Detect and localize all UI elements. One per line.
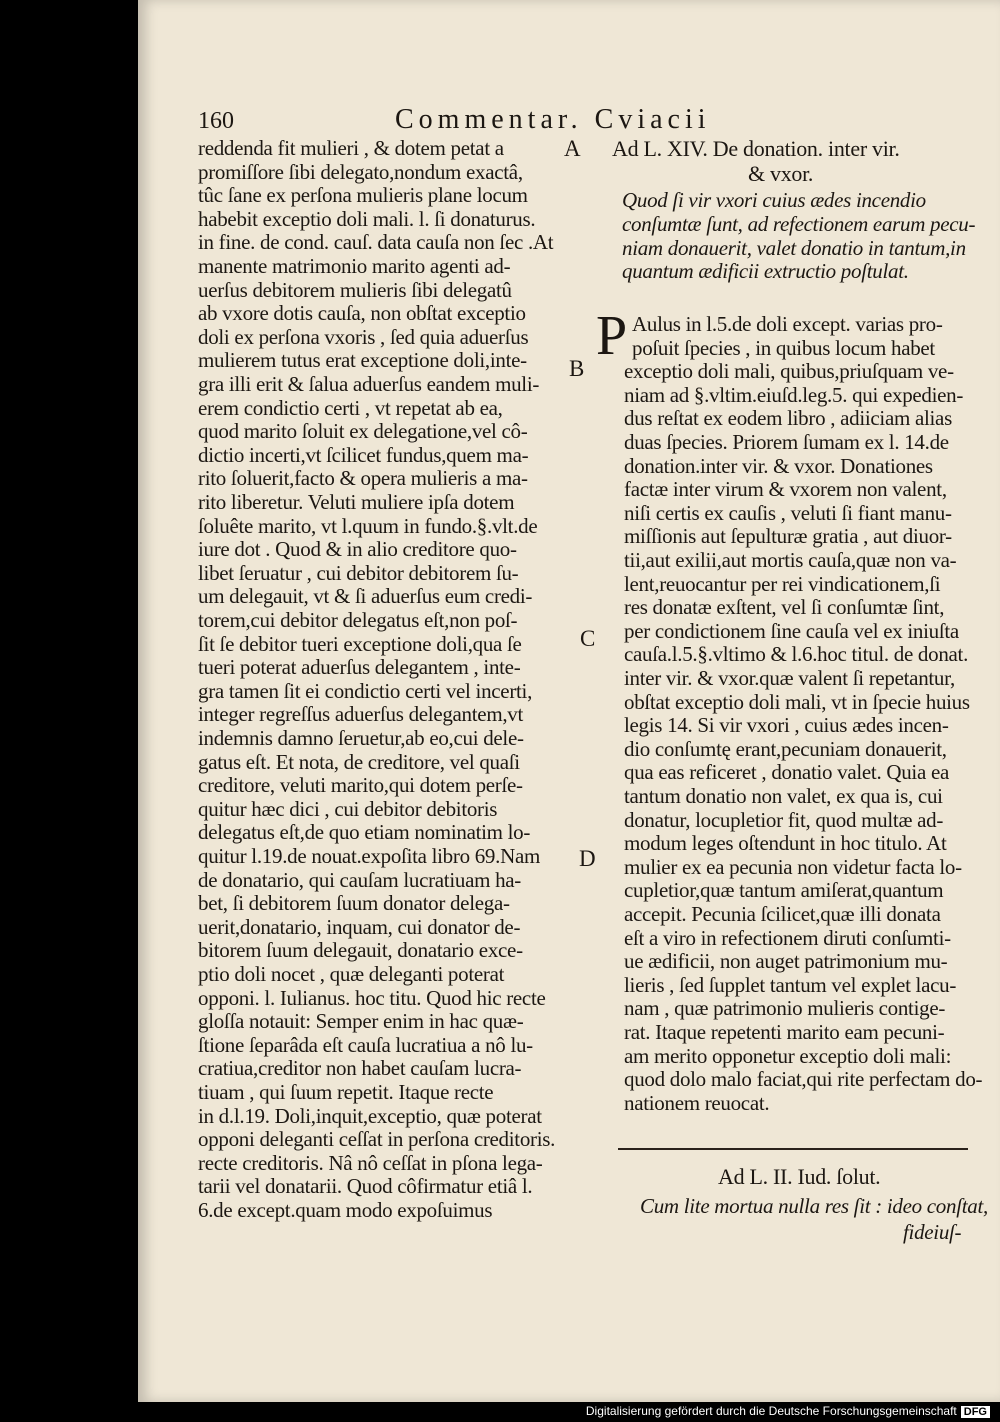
left-col-line: integer regreſſus aduerſus delegantem,vt (198, 702, 524, 727)
right-col-line: dio conſumtę erant,pecuniam donauerit, (624, 736, 947, 761)
right-col-line: accepit. Pecunia ſcilicet,quæ illi donata (624, 902, 941, 926)
page-number: 160 (198, 108, 234, 134)
right-col-line: obſtat exceptio doli mali, vt in ſpecie huius (624, 689, 970, 714)
left-col-line: ſtione ſeparâda eſt cauſa lucratiua a nô lu- (198, 1032, 533, 1057)
right-col-line: tii,aut exilii,aut mortis cauſa,quæ non va- (624, 548, 957, 572)
left-col-line: 6.de except.quam modo expoſuimus (198, 1198, 493, 1222)
section-divider (618, 1148, 968, 1150)
left-col-line: gra illi erit & ſalua aduerſus eandem muli- (198, 372, 540, 396)
left-col-line: dictio incerti,vt ſcilicet fundus,quem ma- (198, 442, 529, 467)
margin-letter-d: D (579, 846, 596, 871)
left-col-line: quitur l.19.de nouat.expoſita libro 69.Nam (198, 844, 541, 868)
right-col-line: modum leges oſtendunt in hoc titulo. At (624, 831, 947, 856)
right-col-line: donation.inter vir. & vxor. Donationes (624, 453, 933, 478)
section1-title-line1: Ad L. XIV. De donation. inter vir. (612, 136, 900, 161)
left-col-line: torem,cui debitor delegatus eſt,non poſ- (198, 608, 518, 632)
left-col-line: ptio doli nocet , quæ deleganti poterat (198, 962, 505, 986)
footer-credit (586, 1404, 990, 1418)
left-col-line: opponi deleganti ceſſat in perſona creditoris. (198, 1127, 556, 1152)
left-col-line: quitur hæc dici , cui debitor debitoris (198, 796, 498, 821)
right-col-line: duas ſpecies. Priorem ſumam ex l. 14.de (624, 430, 949, 454)
right-col-line: am merito opponetur exceptio doli mali: (624, 1043, 952, 1068)
margin-letter-b: B (569, 356, 585, 381)
margin-letter-a: A (564, 136, 581, 161)
dfg-logo: DFG (961, 1406, 990, 1418)
left-col-line: promiſſore ſibi delegato,nondum exactâ, (198, 159, 523, 184)
left-col-line: gloſſa notauit: Semper enim in hac quæ- (198, 1009, 524, 1034)
right-col-line: mulier ex ea pecunia non videtur facta lo- (624, 854, 962, 879)
left-col-line: gra tamen ſit ei condictio certi vel incerti, (198, 678, 533, 703)
left-col-line: ſoluête marito, vt l.quum in fundo.§.vlt.de (198, 513, 538, 538)
left-col-line: indemnis damno ſeruetur,ab eo,cui dele- (198, 726, 524, 750)
left-col-line: rito ſoluerit,facto & opera mulieris a ma- (198, 466, 528, 491)
left-col-line: recte creditoris. Nâ nô ceſſat in pſona lega- (198, 1150, 543, 1175)
right-col-line: legis 14. Si vir vxori , cuius ædes incen- (624, 713, 949, 738)
right-col-line: niam ad §.vltim.eiuſd.leg.5. qui expedien- (624, 382, 964, 407)
right-col-line: niſi certis ex cauſis , veluti ſi fiant manu- (624, 500, 952, 525)
right-col-line: factæ inter virum & vxorem non valent, (624, 477, 947, 502)
margin-letter-c: C (580, 626, 596, 651)
right-col-line: nam , quæ patrimonio mulieris contige- (624, 996, 946, 1021)
left-col-line: bet, ſi debitorem ſuum donator delega- (198, 891, 510, 916)
left-col-line: iure dot . Quod & in alio creditore quo- (198, 537, 517, 562)
running-head: Commentar. Cviacii (395, 104, 711, 135)
left-col-line: uerſus debitorem mulieris ſibi delegatû (198, 277, 512, 302)
left-col-line: creditore, veluti marito,qui dotem perſe- (198, 773, 523, 798)
right-col-line: lieris , ſed ſupplet tantum vel explet lacu- (624, 972, 957, 997)
left-col-line: tiuam , qui ſuum repetit. Itaque recte (198, 1080, 494, 1104)
left-col-line: manente matrimonio marito agenti ad- (198, 254, 511, 278)
right-col-line: Aulus in l.5.de doli except. varias pro- (632, 312, 943, 336)
right-col-line: nationem reuocat. (624, 1090, 770, 1115)
section2-title: Ad L. II. Iud. ſolut. (718, 1164, 881, 1189)
left-col-line: habebit exceptio doli mali. l. ſi donaturus. (198, 206, 536, 231)
left-col-line: erem condictio certi , vt repetat ab ea, (198, 395, 503, 420)
left-col-line: ſit ſe debitor tueri exceptione doli,qua ſe (198, 631, 522, 656)
right-col-line: cauſa.l.5.§.vltimo & l.6.hoc titul. de donat. (624, 642, 969, 667)
left-col-line: mulierem tutus erat exceptione doli,inte- (198, 348, 527, 373)
left-col-line: ab vxore dotis cauſa, non obſtat exceptio (198, 301, 526, 326)
right-col-line: donatur, locupletior fit, quod multæ ad- (624, 807, 944, 832)
left-col-line: opponi. l. Iulianus. hoc titu. Quod hic recte (198, 985, 546, 1010)
section1-title-line2: & vxor. (748, 161, 814, 186)
right-col-line: quod dolo malo faciat,qui rite perfectam do- (624, 1067, 983, 1092)
right-col-line: qua eas reficeret , donatio valet. Quia ea (624, 760, 949, 785)
summary-line: quantum ædificii extructio poſtulat. (622, 259, 909, 284)
left-col-line: doli ex perſona vxoris , ſed quia aduerſus (198, 324, 529, 349)
right-col-line: cupletior,quæ tantum amiſerat,quantum (624, 878, 944, 903)
summary-line: conſumtæ ſunt, ad refectionem earum pecu- (622, 211, 976, 236)
left-col-line: bitorem ſuum delegauit, donatario exce- (198, 938, 523, 963)
summary-line: niam donauerit, valet donatio in tantum,in (622, 235, 966, 260)
section2-line-1: Cum lite mortua nulla res ſit : ideo conſtat, (640, 1194, 988, 1218)
left-col-line: um delegauit, vt & ſi aduerſus eum credi- (198, 584, 533, 609)
right-col-line: rat. Itaque repetenti marito eam pecuni- (624, 1020, 945, 1044)
right-col-line: exceptio doli mali, quibus,priuſquam ve- (624, 359, 954, 384)
left-col-line: uerit,donatario, inquam, cui donator de- (198, 914, 521, 939)
left-col-line: tûc ſane ex perſona mulieris plane locum (198, 183, 528, 208)
footer-bar (0, 1402, 1000, 1422)
left-col-line: reddenda fit mulieri , & dotem petat a (198, 136, 504, 160)
left-col-line: gatus eſt. Et nota, de creditore, vel quaſi (198, 749, 520, 774)
left-col-line: de donatario, qui cauſam lucratiuam ha- (198, 867, 521, 892)
drop-cap: P (596, 305, 628, 367)
left-col-line: in fine. de cond. cauſ. data cauſa non ſec .At (198, 230, 554, 255)
right-col-line: per condictionem ſine cauſa vel ex iniuſta (624, 618, 959, 643)
right-col-line: ue ædificii, non auget patrimonium mu- (624, 949, 948, 974)
footer-credit-text: Digitalisierung gefördert durch die Deutsche Forschungsgemeinschaft (585, 1404, 957, 1418)
right-col-line: eſt a viro in refectionem diruti conſumti- (624, 925, 951, 950)
left-col-line: delegatus eſt,de quo etiam nominatim lo- (198, 820, 531, 845)
right-col-line: lent,reuocantur per rei vindicationem,ſi (624, 571, 941, 596)
right-col-line: tantum donatio non valet, ex qua is, cui (624, 784, 943, 808)
left-col-line: rito liberetur. Veluti muliere ipſa dotem (198, 490, 515, 514)
right-col-line: dus reſtat ex eodem libro , adiiciam alias (624, 406, 952, 431)
right-col-line: res donatæ exſtent, vel ſi conſumtæ ſint, (624, 595, 945, 620)
left-col-line: cratiua,creditor non habet cauſam lucra- (198, 1056, 522, 1081)
left-col-line: tarii vel donatarii. Quod côfirmatur etiâ l. (198, 1174, 533, 1199)
left-col-line: in d.l.19. Doli,inquit,exceptio, quæ poterat (198, 1103, 542, 1128)
left-col-line: quod marito ſoluit ex delegatione,vel cô- (198, 419, 528, 444)
left-col-line: tueri poterat aduerſus delegantem , inte- (198, 655, 521, 680)
right-col-line: poſuit ſpecies , in quibus locum habet (632, 335, 935, 360)
summary-line: Quod ſi vir vxori cuius ædes incendio (622, 188, 926, 212)
left-col-line: libet ſeruatur , cui debitor debitorem ſu- (198, 560, 519, 585)
right-col-line: inter vir. & vxor.quæ valent ſi repetantur, (624, 666, 955, 690)
right-col-line: miſſionis aut ſepulturæ gratia , aut diuor- (624, 524, 952, 549)
section2-catchword: fideiuſ- (903, 1220, 962, 1244)
